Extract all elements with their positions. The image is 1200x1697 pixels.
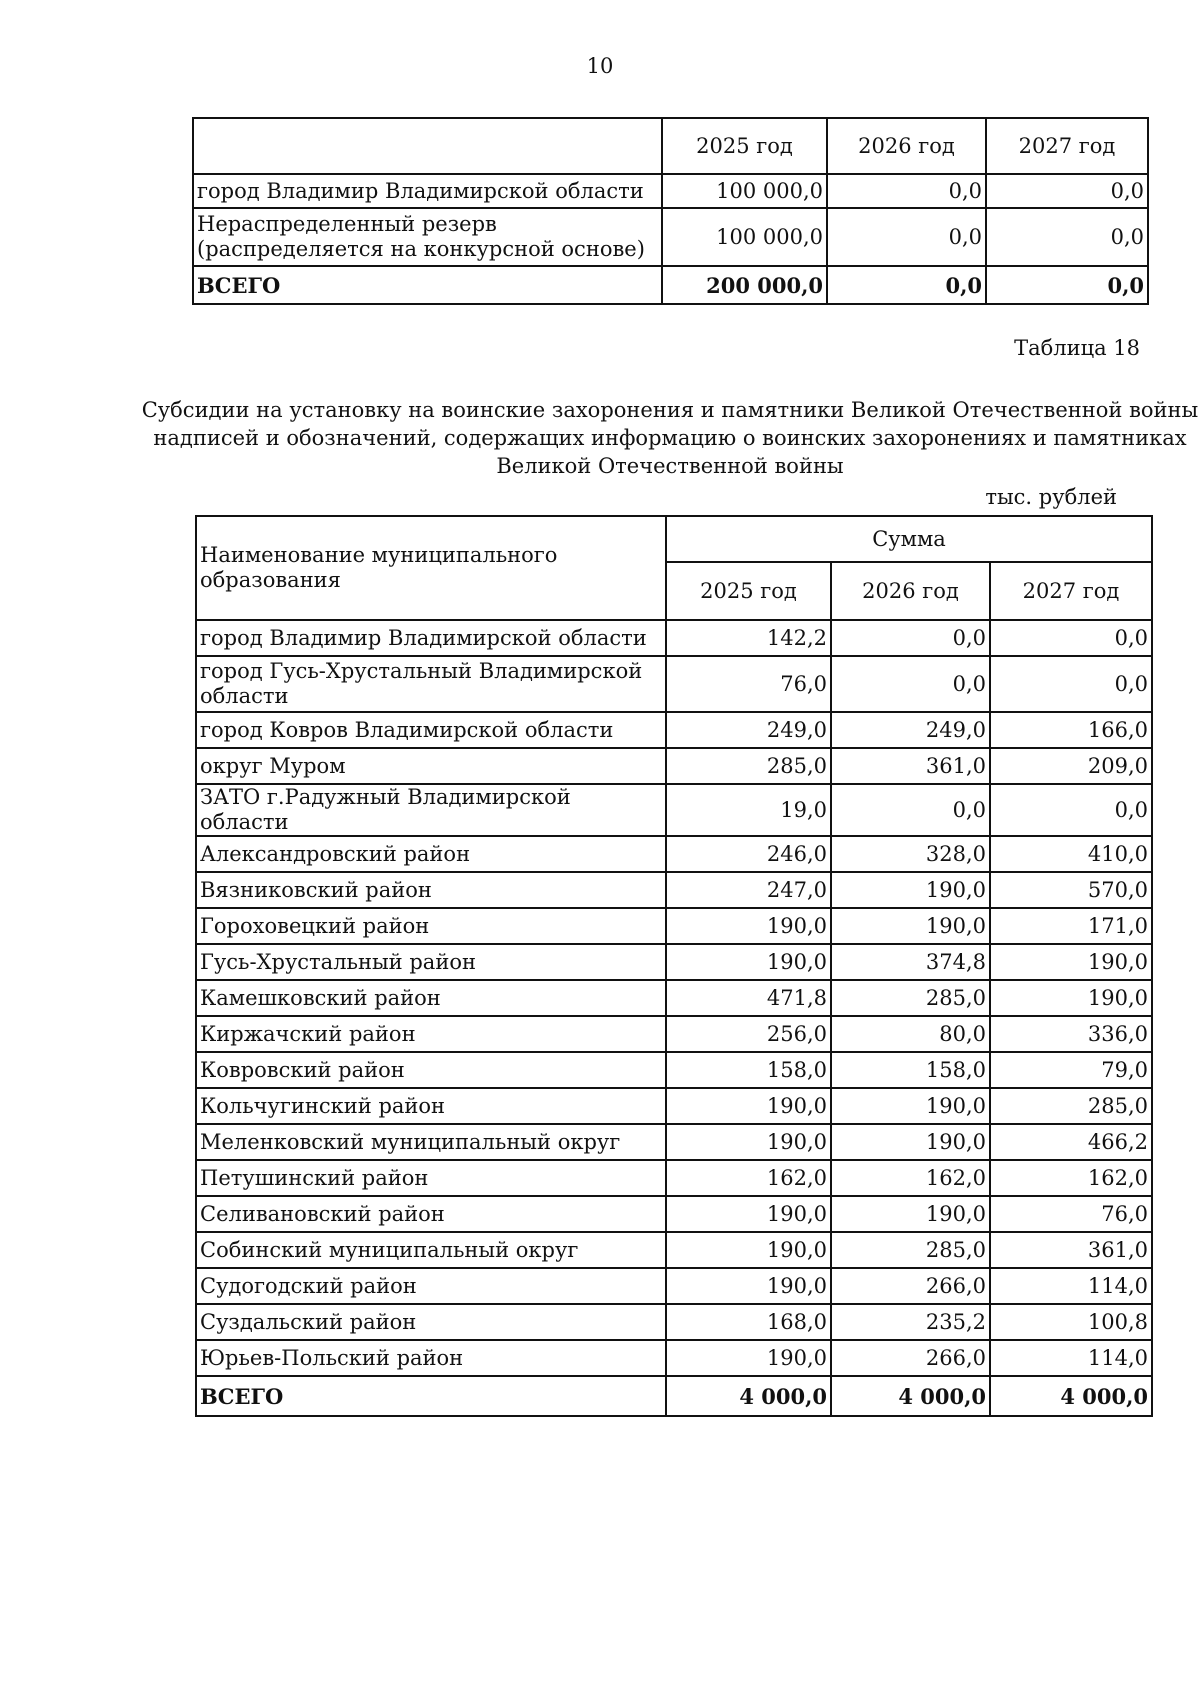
header-cell-2027: 2027 год: [990, 562, 1152, 620]
value-2026: 190,0: [831, 1196, 990, 1232]
value-2026: 0,0: [827, 208, 986, 266]
total-2027: 4 000,0: [990, 1376, 1152, 1416]
value-2025: 190,0: [666, 1088, 831, 1124]
municipality-name: Вязниковский район: [196, 872, 666, 908]
table-row: [196, 1124, 1152, 1160]
value-2026: 235,2: [831, 1304, 990, 1340]
table-row: [196, 1088, 1152, 1124]
value-2026: 374,8: [831, 944, 990, 980]
value-2026: 80,0: [831, 1016, 990, 1052]
value-2026: 0,0: [827, 174, 986, 208]
value-2025: 246,0: [666, 836, 831, 872]
table-row: [193, 174, 1148, 208]
value-2027: 209,0: [990, 748, 1152, 784]
value-2027: 361,0: [990, 1232, 1152, 1268]
municipality-name: Александровский район: [196, 836, 666, 872]
value-2025: 256,0: [666, 1016, 831, 1052]
value-2025: 249,0: [666, 712, 831, 748]
municipality-name: ЗАТО г.Радужный Владимирской области: [196, 784, 666, 836]
table-row: [196, 748, 1152, 784]
total-row: [193, 266, 1148, 304]
table-row: [196, 784, 1152, 836]
municipality-name: Юрьев-Польский район: [196, 1340, 666, 1376]
municipality-name: Гороховецкий район: [196, 908, 666, 944]
value-2027: 0,0: [990, 620, 1152, 656]
value-2025: 158,0: [666, 1052, 831, 1088]
value-2026: 0,0: [831, 620, 990, 656]
table-row: [196, 1016, 1152, 1052]
table-row: [196, 836, 1152, 872]
header-cell-2026: 2026 год: [831, 562, 990, 620]
value-2027: 162,0: [990, 1160, 1152, 1196]
total-row: [196, 1376, 1152, 1416]
value-2025: 19,0: [666, 784, 831, 836]
value-2027: 466,2: [990, 1124, 1152, 1160]
table-row: [196, 980, 1152, 1016]
value-2027: 190,0: [990, 944, 1152, 980]
value-2026: 162,0: [831, 1160, 990, 1196]
value-2026: 190,0: [831, 1088, 990, 1124]
value-2026: 190,0: [831, 872, 990, 908]
table-header-row: [193, 118, 1148, 174]
value-2025: 190,0: [666, 1196, 831, 1232]
municipality-name: Петушинский район: [196, 1160, 666, 1196]
municipality-name: Камешковский район: [196, 980, 666, 1016]
table-row: [193, 208, 1148, 266]
value-2025: 100 000,0: [662, 174, 827, 208]
value-2026: 190,0: [831, 1124, 990, 1160]
unit-label: тыс. рублей: [985, 485, 1117, 509]
table-number-label: Таблица 18: [1014, 336, 1140, 360]
allocation-table-top: [192, 117, 1149, 305]
municipality-name: Нераспределенный резерв (распределяется на конкурсной основе): [193, 208, 662, 266]
value-2027: 171,0: [990, 908, 1152, 944]
header-cell-2027: 2027 год: [986, 118, 1148, 174]
table-row: [196, 620, 1152, 656]
value-2025: 76,0: [666, 656, 831, 712]
table-row: [196, 872, 1152, 908]
municipality-name: Селивановский район: [196, 1196, 666, 1232]
table-row: [196, 1052, 1152, 1088]
municipality-name: Меленковский муниципальный округ: [196, 1124, 666, 1160]
value-2026: 285,0: [831, 980, 990, 1016]
value-2026: 328,0: [831, 836, 990, 872]
value-2027: 0,0: [990, 784, 1152, 836]
value-2025: 142,2: [666, 620, 831, 656]
table-row: [196, 656, 1152, 712]
header-sum: Сумма: [666, 516, 1152, 562]
header-cell-2025: 2025 год: [666, 562, 831, 620]
table-row: [196, 1304, 1152, 1340]
municipality-name: Киржачский район: [196, 1016, 666, 1052]
value-2027: 100,8: [990, 1304, 1152, 1340]
value-2025: 190,0: [666, 1268, 831, 1304]
header-cell-2026: 2026 год: [827, 118, 986, 174]
value-2026: 266,0: [831, 1268, 990, 1304]
municipality-name: город Ковров Владимирской области: [196, 712, 666, 748]
table-row: [196, 1232, 1152, 1268]
header-cell-2025: 2025 год: [662, 118, 827, 174]
municipality-name: город Владимир Владимирской области: [196, 620, 666, 656]
total-2025: 4 000,0: [666, 1376, 831, 1416]
value-2025: 285,0: [666, 748, 831, 784]
total-2026: 0,0: [827, 266, 986, 304]
total-2025: 200 000,0: [662, 266, 827, 304]
value-2025: 190,0: [666, 908, 831, 944]
value-2026: 158,0: [831, 1052, 990, 1088]
value-2026: 361,0: [831, 748, 990, 784]
value-2027: 0,0: [986, 208, 1148, 266]
value-2027: 570,0: [990, 872, 1152, 908]
value-2025: 100 000,0: [662, 208, 827, 266]
table-row: [196, 1160, 1152, 1196]
value-2025: 190,0: [666, 1232, 831, 1268]
municipality-name: город Владимир Владимирской области: [193, 174, 662, 208]
table-title: Субсидии на установку на воинские захоронения и памятники Великой Отечественной войны надписей и обозначений, содержащих информацию о воинских захоронениях и памятниках Великой Отечественной войны: [141, 398, 1199, 478]
value-2026: 0,0: [831, 784, 990, 836]
value-2026: 0,0: [831, 656, 990, 712]
municipality-name: округ Муром: [196, 748, 666, 784]
value-2027: 285,0: [990, 1088, 1152, 1124]
page-number: 10: [586, 54, 614, 78]
municipality-name: Ковровский район: [196, 1052, 666, 1088]
table-row: [196, 1196, 1152, 1232]
value-2025: 168,0: [666, 1304, 831, 1340]
table-row: [196, 908, 1152, 944]
value-2027: 114,0: [990, 1340, 1152, 1376]
value-2025: 471,8: [666, 980, 831, 1016]
header-municipality-name: Наименование муниципального образования: [196, 516, 666, 620]
value-2025: 190,0: [666, 944, 831, 980]
table-row: [196, 1268, 1152, 1304]
value-2027: 0,0: [986, 174, 1148, 208]
value-2027: 166,0: [990, 712, 1152, 748]
subsidies-table: [195, 515, 1153, 1417]
municipality-name: Гусь-Хрустальный район: [196, 944, 666, 980]
municipality-name: Собинский муниципальный округ: [196, 1232, 666, 1268]
value-2025: 162,0: [666, 1160, 831, 1196]
value-2026: 249,0: [831, 712, 990, 748]
value-2026: 190,0: [831, 908, 990, 944]
municipality-name: Судогодский район: [196, 1268, 666, 1304]
total-label: ВСЕГО: [196, 1376, 666, 1416]
municipality-name: Суздальский район: [196, 1304, 666, 1340]
value-2025: 190,0: [666, 1340, 831, 1376]
table-row: [196, 944, 1152, 980]
value-2027: 410,0: [990, 836, 1152, 872]
municipality-name: Кольчугинский район: [196, 1088, 666, 1124]
value-2027: 0,0: [990, 656, 1152, 712]
municipality-name: город Гусь-Хрустальный Владимирской области: [196, 656, 666, 712]
table-row: [196, 1340, 1152, 1376]
total-2027: 0,0: [986, 266, 1148, 304]
total-2026: 4 000,0: [831, 1376, 990, 1416]
header-cell-name: [193, 118, 662, 174]
value-2027: 76,0: [990, 1196, 1152, 1232]
value-2027: 336,0: [990, 1016, 1152, 1052]
value-2026: 285,0: [831, 1232, 990, 1268]
value-2027: 79,0: [990, 1052, 1152, 1088]
value-2025: 190,0: [666, 1124, 831, 1160]
value-2025: 247,0: [666, 872, 831, 908]
value-2027: 190,0: [990, 980, 1152, 1016]
value-2027: 114,0: [990, 1268, 1152, 1304]
table-row: [196, 712, 1152, 748]
total-label: ВСЕГО: [193, 266, 662, 304]
value-2026: 266,0: [831, 1340, 990, 1376]
table-header-row: [196, 516, 1152, 562]
